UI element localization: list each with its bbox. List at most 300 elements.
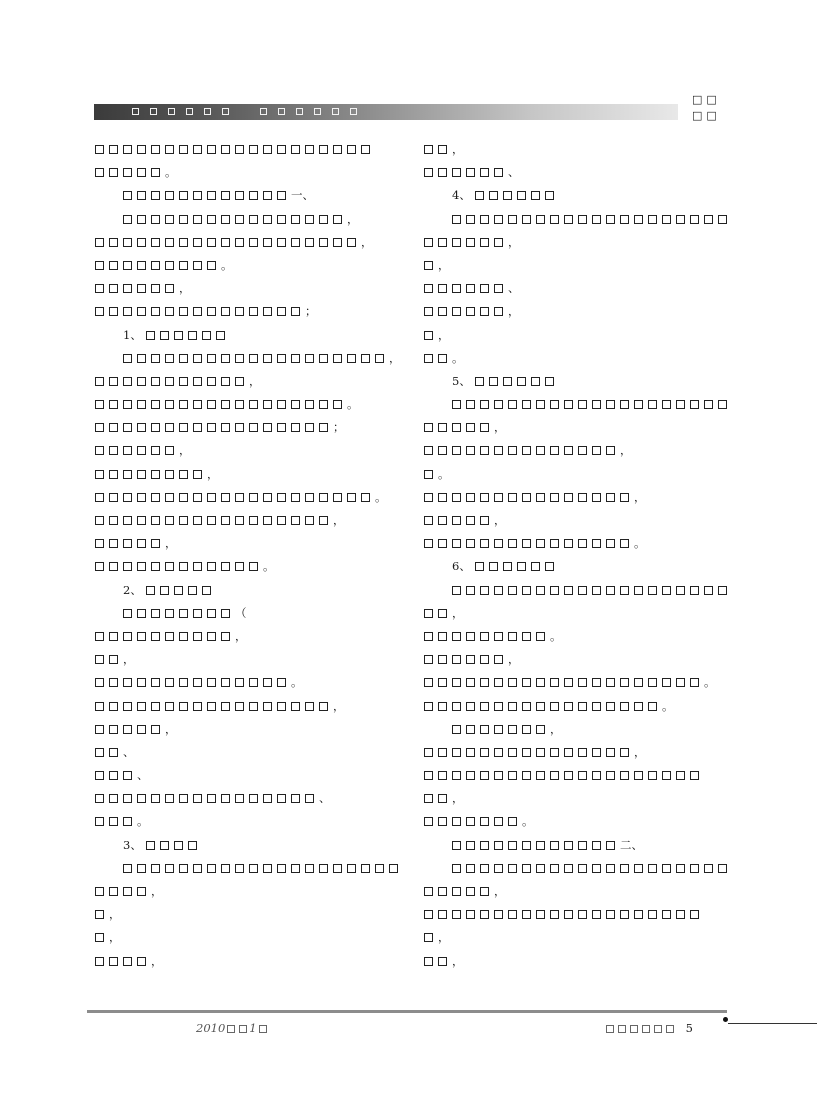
punctuation: ， [550, 721, 562, 736]
glyph [466, 771, 475, 780]
glyph [545, 562, 554, 571]
glyph [249, 354, 258, 363]
glyph [690, 678, 699, 687]
glyph [648, 400, 657, 409]
glyph [165, 470, 174, 479]
glyph [480, 400, 489, 409]
glyph [95, 400, 104, 409]
glyph [545, 377, 554, 386]
punctuation: ， [235, 628, 247, 643]
glyph [109, 702, 118, 711]
glyph [634, 702, 643, 711]
glyph [123, 446, 132, 455]
glyph [188, 586, 197, 595]
glyph [221, 354, 230, 363]
glyph [249, 400, 258, 409]
glyph [263, 215, 272, 224]
glyph [221, 307, 230, 316]
glyph [137, 423, 146, 432]
glyph [137, 678, 146, 687]
glyph [494, 702, 503, 711]
text-line [424, 393, 720, 416]
glyph [438, 493, 447, 502]
glyph [438, 817, 447, 826]
text-line [424, 347, 720, 370]
glyph [221, 238, 230, 247]
glyph [578, 539, 587, 548]
glyph [221, 794, 230, 803]
glyph [718, 864, 727, 873]
glyph [347, 864, 356, 873]
glyph [517, 377, 526, 386]
glyph [452, 238, 461, 247]
punctuation: ， [151, 953, 163, 968]
glyph [606, 841, 615, 850]
text-line [95, 648, 391, 671]
glyph [424, 817, 433, 826]
text-line [95, 231, 391, 254]
glyph [277, 516, 286, 525]
glyph [508, 748, 517, 757]
glyph [333, 215, 342, 224]
glyph [522, 539, 531, 548]
text-line [424, 625, 720, 648]
glyph [137, 446, 146, 455]
glyph [207, 864, 216, 873]
glyph [137, 284, 146, 293]
header-square [168, 108, 175, 115]
glyph [475, 377, 484, 386]
glyph [109, 632, 118, 641]
glyph [536, 864, 545, 873]
glyph [494, 748, 503, 757]
text-line [424, 208, 720, 231]
glyph [151, 470, 160, 479]
glyph [578, 702, 587, 711]
glyph [137, 261, 146, 270]
text-line [424, 555, 720, 578]
glyph [249, 238, 258, 247]
punctuation: ， [634, 489, 646, 504]
glyph [249, 423, 258, 432]
glyph [480, 748, 489, 757]
glyph [438, 655, 447, 664]
header-band [94, 104, 678, 120]
glyph [123, 817, 132, 826]
footer-issue-date [196, 1021, 269, 1035]
glyph [333, 864, 342, 873]
glyph [151, 307, 160, 316]
glyph [550, 493, 559, 502]
glyph [690, 400, 699, 409]
glyph [503, 377, 512, 386]
glyph [123, 191, 132, 200]
glyph [207, 794, 216, 803]
glyph [207, 145, 216, 154]
punctuation: ， [123, 652, 135, 667]
glyph [305, 493, 314, 502]
glyph [606, 539, 615, 548]
footer-rule [87, 1010, 727, 1013]
glyph [480, 910, 489, 919]
glyph [424, 632, 433, 641]
glyph [123, 702, 132, 711]
footer-glyph [618, 1025, 626, 1033]
glyph [137, 702, 146, 711]
glyph [109, 957, 118, 966]
glyph [319, 493, 328, 502]
section-number: 5、 [452, 373, 471, 388]
punctuation: 一、 [291, 188, 314, 203]
glyph [424, 470, 433, 479]
glyph [508, 702, 517, 711]
glyph [550, 748, 559, 757]
glyph [531, 562, 540, 571]
glyph [662, 400, 671, 409]
glyph [263, 354, 272, 363]
text-line [424, 324, 720, 347]
glyph [123, 400, 132, 409]
text-line [95, 718, 391, 741]
glyph [522, 748, 531, 757]
glyph [165, 493, 174, 502]
glyph [718, 400, 727, 409]
glyph [424, 933, 433, 942]
glyph [508, 864, 517, 873]
glyph [676, 864, 685, 873]
glyph [249, 864, 258, 873]
glyph [179, 354, 188, 363]
glyph [438, 794, 447, 803]
glyph [508, 841, 517, 850]
glyph [333, 400, 342, 409]
glyph [494, 817, 503, 826]
glyph [151, 400, 160, 409]
glyph [536, 215, 545, 224]
glyph [503, 562, 512, 571]
punctuation: 。 [347, 397, 359, 412]
glyph [466, 400, 475, 409]
glyph [188, 841, 197, 850]
glyph [95, 725, 104, 734]
punctuation: 。 [522, 814, 534, 829]
glyph [319, 238, 328, 247]
glyph [202, 586, 211, 595]
glyph [207, 678, 216, 687]
glyph [109, 400, 118, 409]
glyph [564, 446, 573, 455]
text-line [424, 718, 720, 741]
glyph [361, 864, 370, 873]
glyph [564, 586, 573, 595]
section-number: 4、 [452, 188, 471, 203]
glyph [277, 423, 286, 432]
glyph [160, 331, 169, 340]
glyph [202, 331, 211, 340]
glyph [137, 864, 146, 873]
glyph [277, 238, 286, 247]
punctuation: ； [305, 304, 317, 319]
glyph [452, 423, 461, 432]
glyph [123, 470, 132, 479]
glyph [522, 586, 531, 595]
glyph [221, 516, 230, 525]
glyph [109, 261, 118, 270]
glyph [531, 377, 540, 386]
glyph [564, 678, 573, 687]
header-square [222, 108, 229, 115]
glyph [452, 586, 461, 595]
glyph [137, 307, 146, 316]
glyph [466, 238, 475, 247]
glyph [620, 910, 629, 919]
glyph [564, 400, 573, 409]
glyph [522, 725, 531, 734]
glyph [550, 841, 559, 850]
punctuation: 。 [221, 257, 233, 272]
glyph [578, 215, 587, 224]
glyph [151, 864, 160, 873]
punctuation: ， [508, 234, 520, 249]
glyph [676, 678, 685, 687]
glyph [123, 377, 132, 386]
glyph [263, 794, 272, 803]
glyph [263, 145, 272, 154]
glyph [536, 702, 545, 711]
glyph [165, 284, 174, 293]
glyph [424, 539, 433, 548]
glyph [333, 145, 342, 154]
glyph [179, 562, 188, 571]
punctuation: 。 [291, 675, 303, 690]
glyph [193, 470, 202, 479]
glyph [123, 145, 132, 154]
glyph [564, 702, 573, 711]
glyph [545, 191, 554, 200]
glyph [235, 307, 244, 316]
glyph [263, 678, 272, 687]
punctuation: 。 [704, 675, 716, 690]
glyph [452, 702, 461, 711]
glyph [95, 145, 104, 154]
glyph [95, 539, 104, 548]
glyph [109, 655, 118, 664]
glyph [235, 562, 244, 571]
glyph [95, 238, 104, 247]
glyph [95, 933, 104, 942]
glyph [466, 284, 475, 293]
glyph [95, 261, 104, 270]
glyph [480, 446, 489, 455]
glyph [536, 725, 545, 734]
glyph [452, 725, 461, 734]
text-line [424, 810, 720, 833]
glyph [494, 307, 503, 316]
glyph [592, 771, 601, 780]
glyph [174, 586, 183, 595]
header-square [296, 108, 303, 115]
glyph [221, 423, 230, 432]
glyph [466, 539, 475, 548]
glyph [424, 771, 433, 780]
glyph [193, 678, 202, 687]
glyph [536, 539, 545, 548]
glyph [179, 215, 188, 224]
glyph [207, 191, 216, 200]
glyph [438, 423, 447, 432]
glyph [123, 562, 132, 571]
glyph [606, 493, 615, 502]
glyph [193, 562, 202, 571]
glyph [235, 354, 244, 363]
glyph [123, 725, 132, 734]
glyph [690, 910, 699, 919]
text-line [424, 579, 720, 602]
glyph [494, 771, 503, 780]
punctuation: ， [438, 257, 450, 272]
punctuation: ， [452, 142, 464, 156]
glyph [249, 307, 258, 316]
text-line [95, 486, 391, 509]
glyph [207, 609, 216, 618]
glyph [578, 446, 587, 455]
glyph [174, 841, 183, 850]
glyph [634, 678, 643, 687]
glyph [361, 493, 370, 502]
glyph [95, 516, 104, 525]
glyph [95, 470, 104, 479]
footer-glyph [606, 1025, 614, 1033]
glyph [489, 377, 498, 386]
glyph [193, 864, 202, 873]
glyph [123, 794, 132, 803]
punctuation: ， [452, 605, 464, 620]
glyph [375, 354, 384, 363]
glyph [438, 446, 447, 455]
glyph [165, 516, 174, 525]
text-line [95, 625, 391, 648]
glyph [95, 771, 104, 780]
glyph [536, 910, 545, 919]
glyph [263, 423, 272, 432]
text-line [424, 184, 720, 207]
glyph [277, 307, 286, 316]
glyph [466, 632, 475, 641]
glyph [536, 446, 545, 455]
glyph [151, 284, 160, 293]
punctuation: ， [151, 884, 163, 898]
glyph [179, 145, 188, 154]
glyph [291, 423, 300, 432]
glyph [193, 377, 202, 386]
glyph [438, 702, 447, 711]
glyph [494, 586, 503, 595]
glyph [160, 586, 169, 595]
glyph [452, 817, 461, 826]
glyph [438, 168, 447, 177]
text-line [95, 208, 391, 231]
glyph [424, 354, 433, 363]
glyph [137, 609, 146, 618]
glyph [704, 400, 713, 409]
glyph [305, 238, 314, 247]
glyph [193, 632, 202, 641]
glyph [438, 516, 447, 525]
glyph [151, 725, 160, 734]
glyph [109, 470, 118, 479]
glyph [123, 354, 132, 363]
glyph [277, 678, 286, 687]
glyph [424, 423, 433, 432]
glyph [452, 307, 461, 316]
glyph [179, 493, 188, 502]
glyph [662, 864, 671, 873]
glyph [249, 145, 258, 154]
glyph [508, 771, 517, 780]
glyph [475, 562, 484, 571]
glyph [151, 423, 160, 432]
glyph [207, 354, 216, 363]
glyph [452, 539, 461, 548]
glyph [718, 215, 727, 224]
glyph [277, 493, 286, 502]
glyph [466, 678, 475, 687]
punctuation: ， [165, 536, 177, 551]
left-column [95, 138, 401, 973]
glyph [592, 864, 601, 873]
footer-page [604, 1021, 693, 1035]
glyph [165, 446, 174, 455]
header-square [150, 108, 157, 115]
text-line [424, 926, 720, 949]
glyph [291, 215, 300, 224]
glyph [291, 516, 300, 525]
glyph [235, 377, 244, 386]
glyph [235, 145, 244, 154]
glyph [606, 446, 615, 455]
glyph [123, 516, 132, 525]
glyph [235, 238, 244, 247]
glyph [424, 609, 433, 618]
glyph [221, 400, 230, 409]
glyph [592, 702, 601, 711]
text-line [95, 324, 391, 347]
glyph [648, 771, 657, 780]
glyph [662, 215, 671, 224]
glyph [221, 215, 230, 224]
glyph [466, 725, 475, 734]
glyph [452, 771, 461, 780]
glyph [648, 215, 657, 224]
glyph [146, 331, 155, 340]
glyph [550, 446, 559, 455]
glyph [137, 794, 146, 803]
glyph [291, 238, 300, 247]
glyph [277, 354, 286, 363]
glyph [564, 864, 573, 873]
glyph [424, 284, 433, 293]
glyph [564, 493, 573, 502]
section-number: 6、 [452, 559, 471, 574]
glyph [531, 191, 540, 200]
glyph [452, 446, 461, 455]
punctuation: （ [235, 605, 247, 620]
punctuation: ， [452, 791, 464, 806]
glyph [179, 423, 188, 432]
glyph [95, 910, 104, 919]
glyph [193, 238, 202, 247]
glyph [291, 400, 300, 409]
